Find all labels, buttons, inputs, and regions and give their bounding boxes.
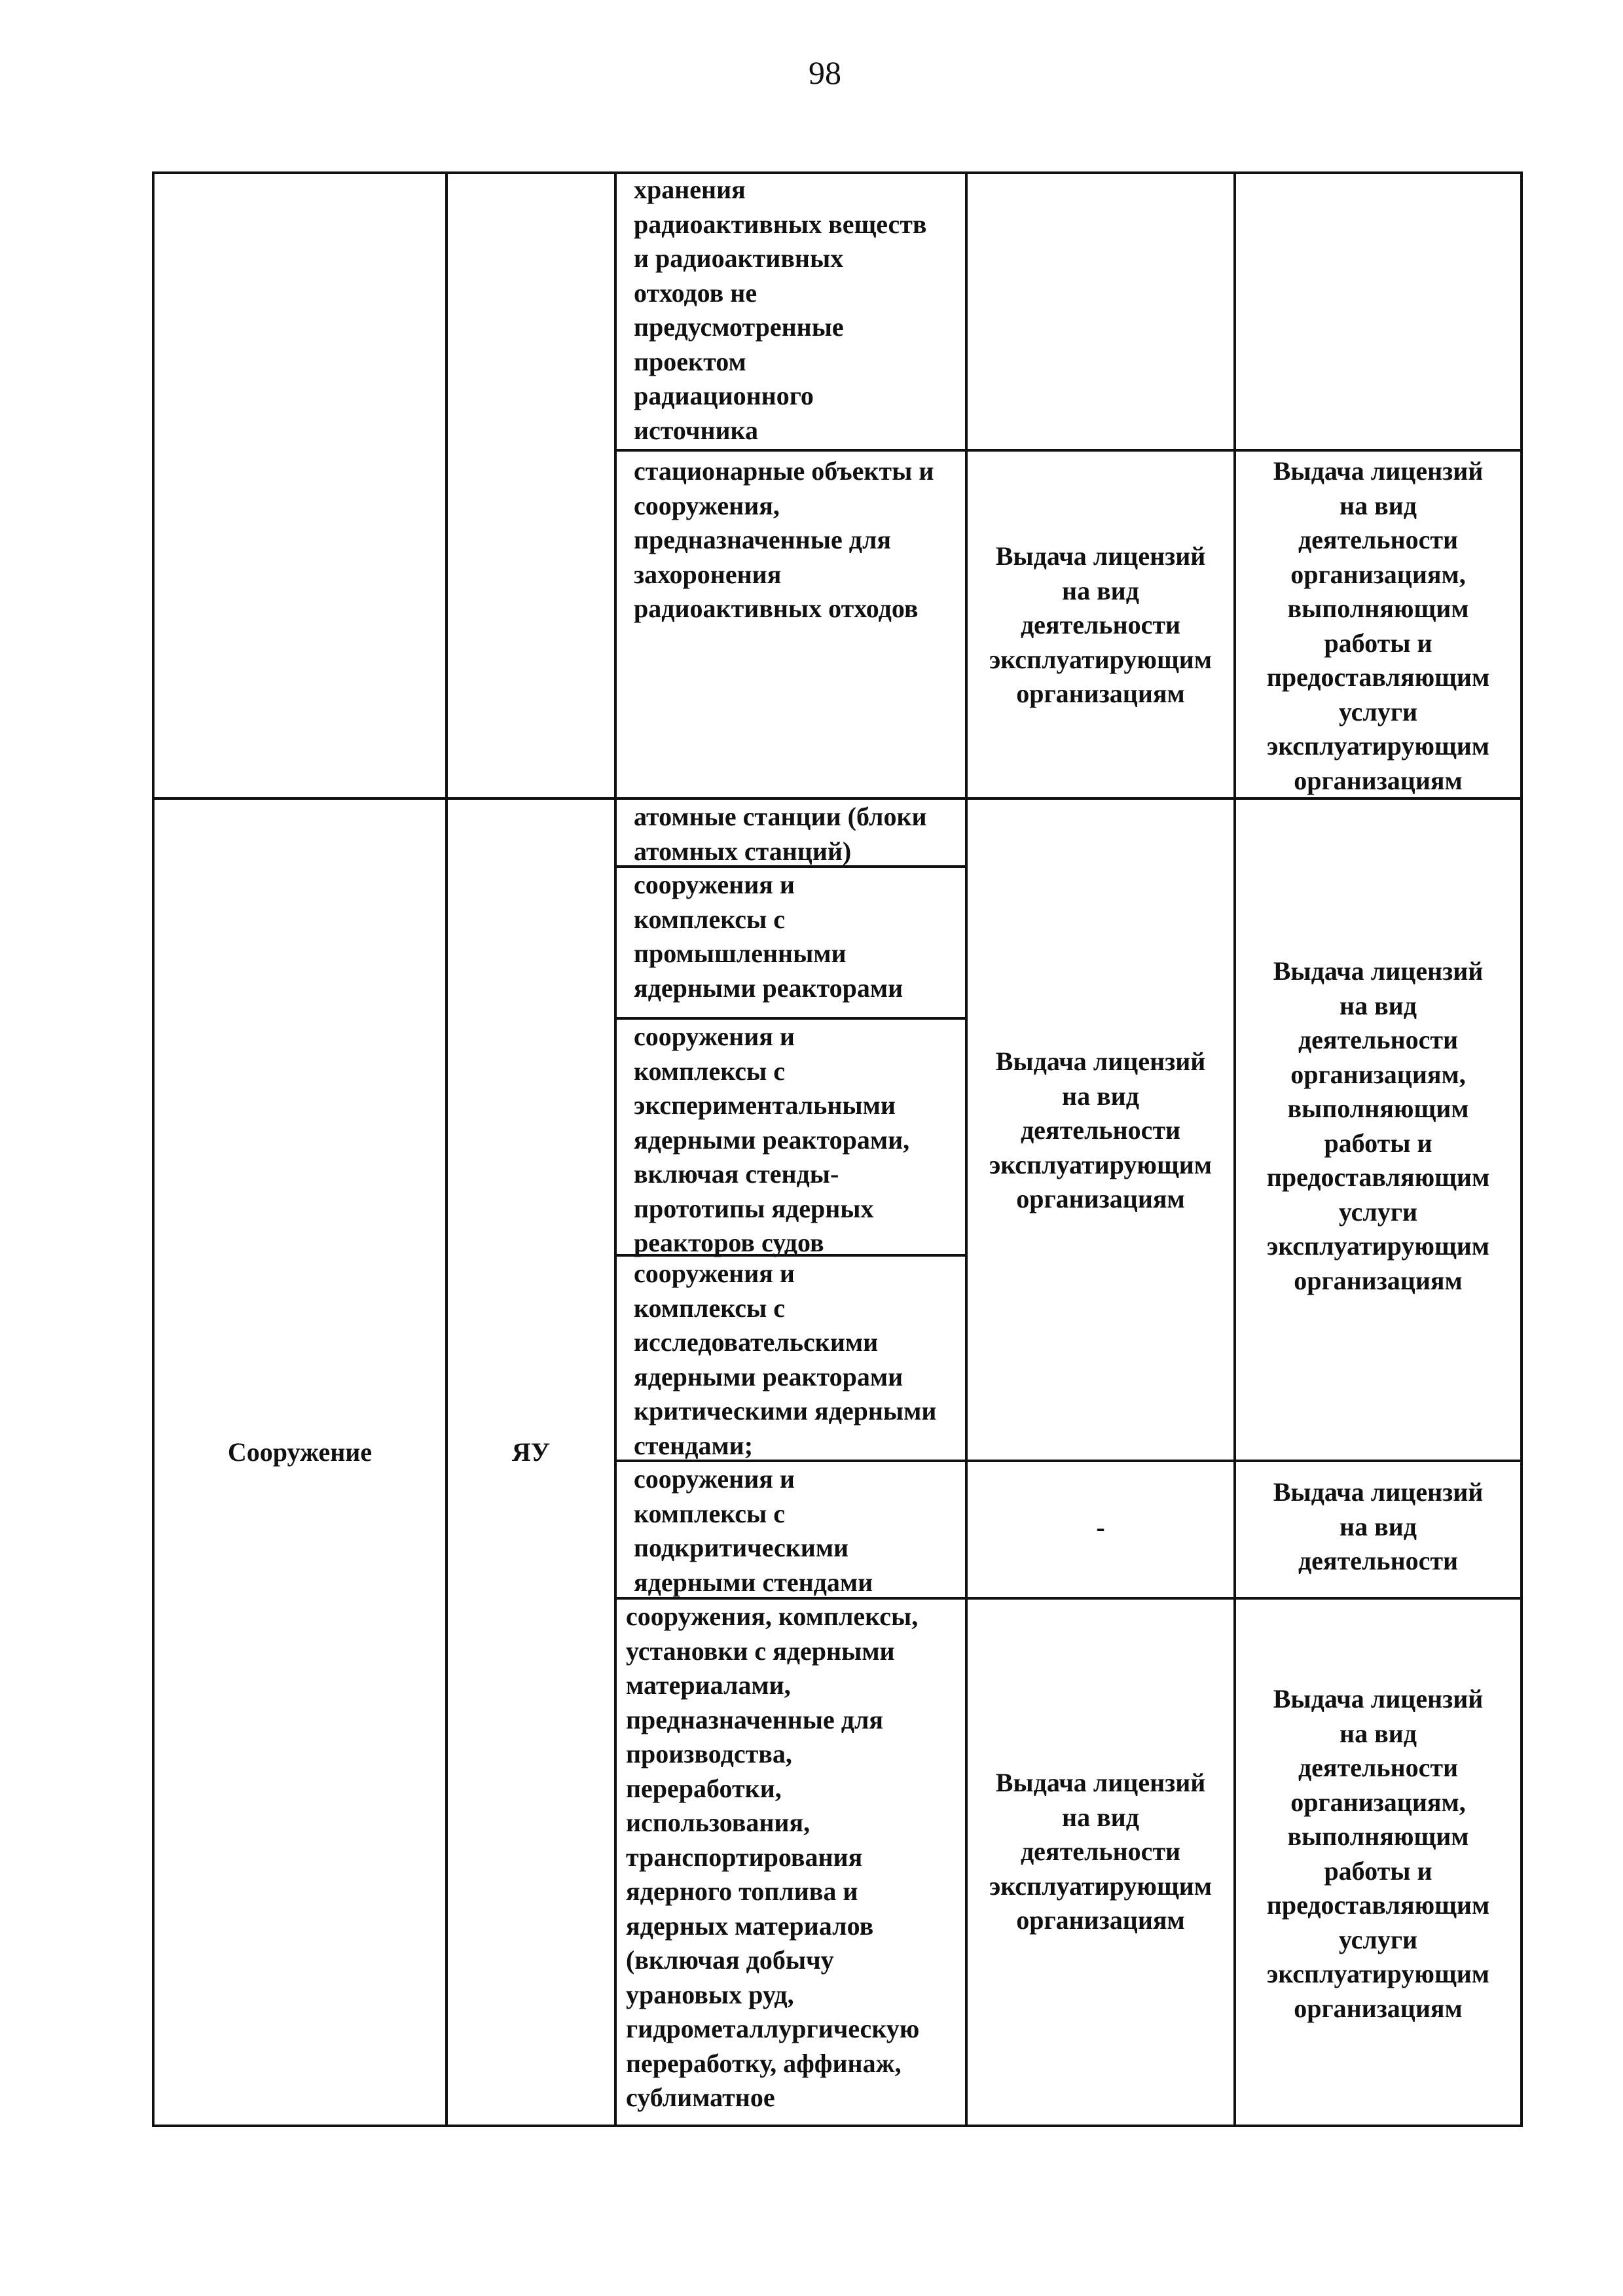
text-line: использования, xyxy=(626,1808,811,1837)
text-line: ядерными реакторами, xyxy=(634,1124,910,1155)
table-border-bottom xyxy=(152,2125,1523,2127)
text-line: комплексы с xyxy=(634,904,786,934)
text-line: организациям xyxy=(1016,1184,1185,1213)
text-line: радиоактивных веществ xyxy=(634,209,927,239)
merged-service-license xyxy=(1236,954,1520,1298)
text-line: предоставляющим xyxy=(1266,1162,1490,1192)
text-line: деятельности xyxy=(1020,1837,1181,1866)
row-7-object xyxy=(626,1600,964,2115)
row-0-object xyxy=(634,173,961,448)
row-2-object xyxy=(634,800,961,869)
text-line: и радиоактивных xyxy=(634,243,844,273)
text-line: предусмотренные xyxy=(634,312,844,342)
text-line: на вид xyxy=(1340,490,1417,520)
text-line: организациям xyxy=(1294,1265,1463,1295)
text-line: Выдача лицензий xyxy=(995,1047,1206,1076)
text-line: деятельности xyxy=(1020,1115,1181,1145)
text-line: исследовательскими xyxy=(634,1327,879,1357)
text-line: отходов не xyxy=(634,278,757,308)
text-line: транспортирования xyxy=(626,1842,863,1872)
text-line: проектом xyxy=(634,346,746,376)
text-line: организациям xyxy=(1016,1905,1185,1935)
text-line: эксплуатирующим xyxy=(1266,731,1490,761)
text-line: переработки, xyxy=(626,1773,782,1803)
row-4-object xyxy=(634,1020,961,1261)
text-line: критическими ядерными xyxy=(634,1396,937,1426)
text-line: предназначенные для xyxy=(634,525,892,554)
text-line: предоставляющим xyxy=(1266,1890,1490,1920)
text-line: реакторов судов xyxy=(634,1228,824,1257)
row-3-object xyxy=(634,868,961,1005)
text-line: установки с ядерными xyxy=(626,1636,895,1666)
text-line: эксплуатирующим xyxy=(1266,1959,1490,1988)
text-line: организациям, xyxy=(1290,1787,1466,1817)
table-border-right xyxy=(1520,171,1523,2127)
text-line: комплексы с xyxy=(634,1056,786,1086)
text-line: материалами, xyxy=(626,1670,791,1700)
page-number: 98 xyxy=(809,54,841,91)
text-line: сооружения и xyxy=(634,1022,795,1051)
text-line: Выдача лицензий xyxy=(995,541,1206,571)
text-line: деятельности xyxy=(1298,1025,1459,1054)
text-line: выполняющим xyxy=(1287,594,1469,623)
text-line: на вид xyxy=(1062,1081,1139,1111)
text-line: переработку, аффинаж, xyxy=(626,2048,902,2078)
row-7-service-license xyxy=(1236,1682,1520,2026)
text-line: на вид xyxy=(1062,575,1139,605)
text-line: сооружения и xyxy=(634,1259,795,1288)
text-line: предназначенные для xyxy=(626,1704,884,1734)
text-line: ядерными реакторами xyxy=(634,1361,903,1391)
text-line: Выдача лицензий xyxy=(1273,1684,1484,1713)
row-6-service-license xyxy=(1236,1475,1520,1579)
text-line: выполняющим xyxy=(1287,1094,1469,1123)
table-border-left xyxy=(152,171,155,2127)
text-line: организациям, xyxy=(1290,1059,1466,1089)
row-6-operating-license xyxy=(968,1511,1233,1545)
text-line: Выдача лицензий xyxy=(1273,1477,1484,1507)
text-line: Выдача лицензий xyxy=(1273,456,1484,486)
text-line: радиационного xyxy=(634,381,814,410)
text-line: на вид xyxy=(1340,1511,1417,1541)
text-line: экспериментальными xyxy=(634,1090,896,1120)
text-line: радиоактивных отходов xyxy=(634,594,919,623)
text-line: работы и xyxy=(1324,628,1432,658)
text-line: предоставляющим xyxy=(1266,662,1490,692)
text-line: работы и xyxy=(1324,1128,1432,1158)
text-line: сооружения и xyxy=(634,1464,795,1494)
text-line: подкритическими xyxy=(634,1533,849,1562)
text-line: услуги xyxy=(1338,1196,1418,1227)
category-label: ЯУ xyxy=(511,1437,551,1467)
text-line: организациям, xyxy=(1290,559,1466,589)
row-1-object xyxy=(634,454,961,626)
text-line: Выдача лицензий xyxy=(1273,956,1484,986)
text-line: стендами; xyxy=(634,1430,754,1460)
text-line: на вид xyxy=(1340,1718,1417,1748)
table-border-col2 xyxy=(445,171,448,2127)
text-line: атомные станции (блоки xyxy=(634,802,927,831)
text-line: - xyxy=(1096,1513,1105,1542)
row-1-operating-license xyxy=(968,539,1233,711)
text-line: производства, xyxy=(626,1739,792,1768)
text-line: эксплуатирующим xyxy=(1266,1231,1490,1261)
table-border-col3 xyxy=(614,171,617,2127)
text-line: эксплуатирующим xyxy=(989,1149,1213,1179)
text-line: ядерными реакторами xyxy=(634,973,903,1003)
text-line: деятельности xyxy=(1020,610,1181,639)
text-line: сооружения, xyxy=(634,490,780,520)
text-line: хранения xyxy=(634,175,746,204)
text-line: промышленными xyxy=(634,939,847,968)
text-line: деятельности xyxy=(1298,525,1459,554)
text-line: комплексы с xyxy=(634,1293,786,1323)
text-line: ядерного топлива и xyxy=(626,1876,858,1906)
text-line: включая стенды- xyxy=(634,1159,839,1189)
text-line: эксплуатирующим xyxy=(989,1871,1213,1901)
text-line: урановых руд, xyxy=(626,1979,794,2009)
object-type-label: Сооружение xyxy=(227,1437,373,1467)
text-line: ядерными стендами xyxy=(634,1567,873,1597)
text-line: захоронения xyxy=(634,559,782,589)
text-line: на вид xyxy=(1340,990,1417,1020)
text-line: гидрометаллургическую xyxy=(626,2014,920,2043)
text-line: источника xyxy=(634,415,758,445)
text-line: сооружения, комплексы, xyxy=(626,1602,919,1631)
text-line: выполняющим xyxy=(1287,1821,1469,1851)
text-line: организациям xyxy=(1294,765,1463,795)
text-line: услуги xyxy=(1338,1924,1418,1954)
text-line: (включая добычу xyxy=(626,1945,834,1975)
text-line: ядерных материалов xyxy=(626,1910,874,1941)
row-1-service-license xyxy=(1236,454,1520,798)
text-line: организациям xyxy=(1016,679,1185,708)
text-line: прототипы ядерных xyxy=(634,1193,874,1223)
text-line: деятельности xyxy=(1298,1546,1459,1575)
row-5-object xyxy=(634,1257,961,1463)
text-line: сублиматное xyxy=(626,2083,775,2112)
text-line: атомных станций) xyxy=(634,836,852,866)
text-line: на вид xyxy=(1062,1802,1139,1832)
text-line: комплексы с xyxy=(634,1498,786,1528)
text-line: организациям xyxy=(1294,1993,1463,2023)
row-7-operating-license xyxy=(968,1766,1233,1938)
row-divider-1 xyxy=(614,449,1523,452)
merged-operating-license xyxy=(968,1045,1233,1217)
text-line: сооружения и xyxy=(634,870,795,899)
text-line: услуги xyxy=(1338,696,1418,726)
text-line: деятельности xyxy=(1298,1753,1459,1782)
text-line: работы и xyxy=(1324,1856,1432,1886)
text-line: стационарные объекты и xyxy=(634,456,934,486)
text-line: эксплуатирующим xyxy=(989,644,1213,674)
row-6-object xyxy=(634,1462,961,1600)
text-line: Выдача лицензий xyxy=(995,1768,1206,1797)
